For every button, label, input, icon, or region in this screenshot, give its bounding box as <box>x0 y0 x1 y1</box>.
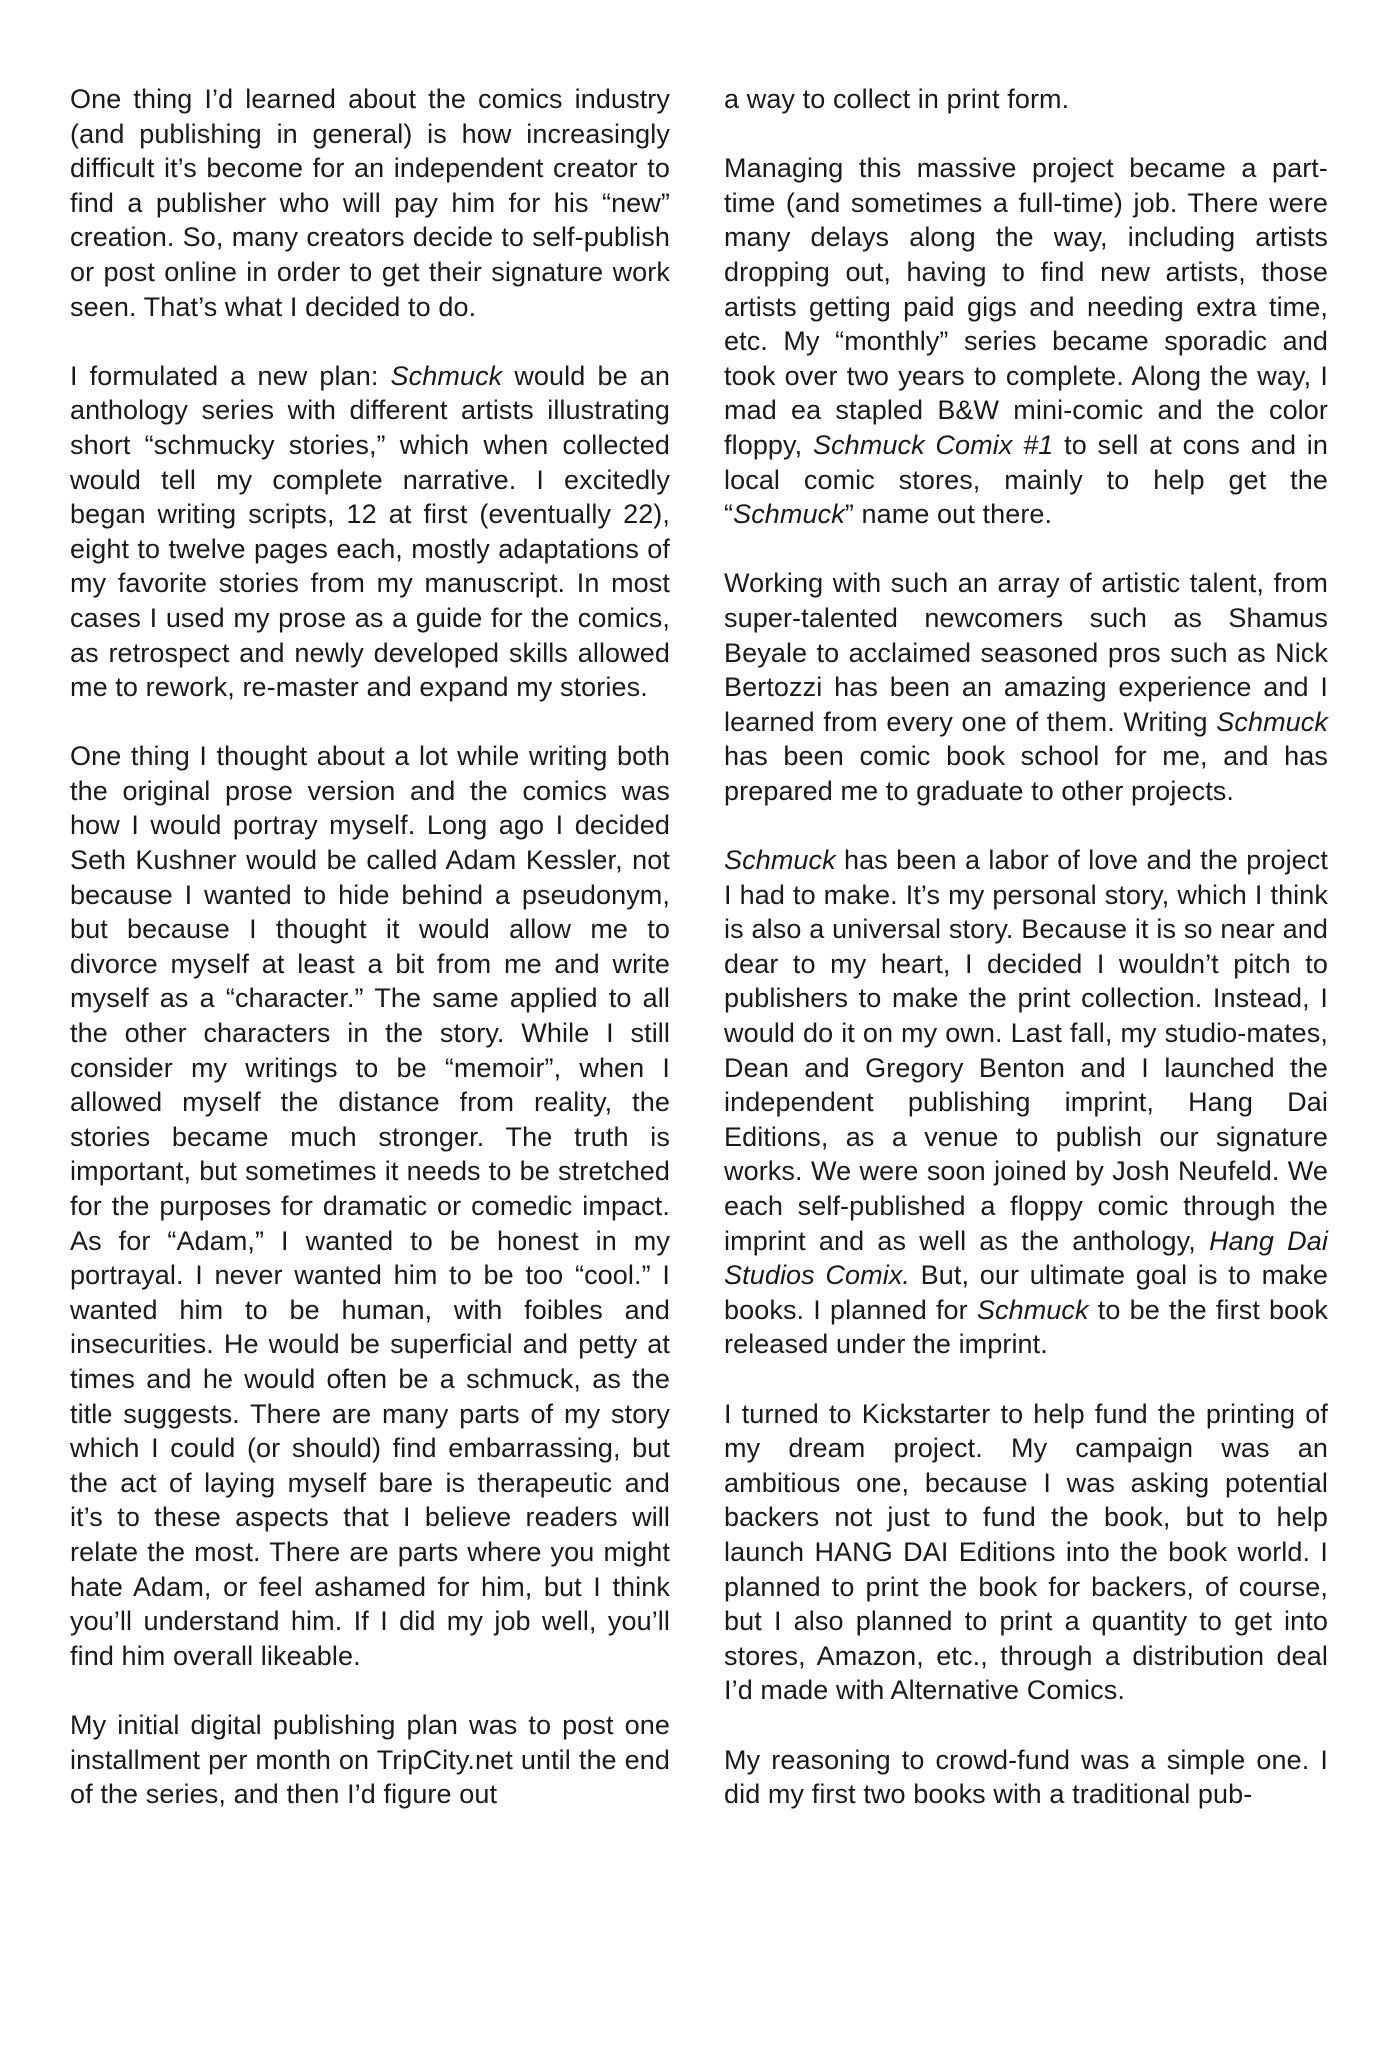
text-segment: would be an anthology series with different artists illustrating short “schmucky stories,” which when collected would tell my complete narrative. I excitedly began writing scripts, 12 at first (eventually 22), eight to twelve pages each, mostly adaptations of my favorite stories from my manuscript. In most cases I used my prose as a guide for the comics, as retrospect and newly developed skills allowed me to rework, re-master and expand my stories. <box>70 360 670 703</box>
paragraph <box>724 843 1328 1362</box>
text-segment: to be the first book released under the imprint. <box>724 1294 1329 1360</box>
text-segment: Managing this massive project became a part-time (and sometimes a full-time) job. There were many delays along the way, including artists dropping out, having to find new artists, those artists getting paid gigs and needing extra time, etc. My “monthly” series became sporadic and took over two years to complete. Along the way, I mad ea stapled B&W mini-comic and the color floppy, <box>724 153 1328 460</box>
text-segment: One thing I’d learned about the comics industry (and publishing in general) is how increasingly difficult it’s become for an independent creator to find a publisher who will pay him for his “new” creation. So, many creators decide to self-publish or post online in order to get their signature work seen. That’s what I decided to do. <box>70 84 670 322</box>
italic-text: Schmuck <box>1216 706 1328 737</box>
italic-text: Hang Dai Studios Comix. <box>724 1225 1328 1291</box>
text-segment: a way to collect in print form. <box>724 84 1070 114</box>
paragraph <box>70 359 670 705</box>
text-segment: But, our ultimate goal is to make books. I planned for <box>724 1260 1329 1325</box>
paragraph <box>724 151 1328 532</box>
italic-text: Schmuck <box>976 1294 1089 1325</box>
text-segment: One thing I thought about a lot while writing both the original prose version and the comics was how I would portray myself. Long ago I decided Seth Kushner would be called Adam Kessler, not because I wanted to hide behind a pseudonym, but because I thought it would allow me to divorce myself at least a bit from me and write myself as a “character.” The same applied to all the other characters in the story. While I still consider my writings to be “memoir”, when I allowed myself the distance from reality, the stories became much stronger. The truth is important, but sometimes it needs to be stretched for the purposes for dramatic or comedic impact. As for “Adam,” I wanted to be honest in my portrayal. I never wanted him to be too “cool.” I wanted him to be human, with foibles and insecurities. He would be superficial and petty at times and he would often be a schmuck, as the title suggests. There are many parts of my story which I could (or should) find embarrassing, but the act of laying myself bare is therapeutic and it’s to these aspects that I believe readers will relate the most. There are parts where you might hate Adam, or feel ashamed for him, but I think you’ll understand him. If I did my job well, you’ll find him overall likeable. <box>70 741 670 1671</box>
italic-text: Schmuck Comix #1 <box>812 429 1054 460</box>
paragraph <box>724 82 1328 117</box>
text-segment: has been a labor of love and the project I had to make. It’s my personal story, which I think is also a universal story. Because it is so near and dear to my heart, I decided I wouldn’t pitch to publishers to make the print collection. Instead, I would do it on my own. Last fall, my studio-mates, Dean and Gregory Benton and I launched the independent publishing imprint, Hang Dai Editions, as a venue to publish our signature works. We were soon joined by Josh Neufeld. We each self-published a floppy comic through the imprint and as well as the anthology, <box>724 845 1328 1256</box>
paragraph <box>70 1708 670 1812</box>
paragraph <box>724 1743 1328 1812</box>
paragraph <box>70 82 670 324</box>
italic-text: Schmuck <box>724 845 836 876</box>
italic-text: Schmuck <box>390 360 503 391</box>
right-column <box>724 82 1328 1812</box>
left-column <box>70 82 670 1812</box>
paragraph <box>724 566 1328 808</box>
paragraph <box>70 739 670 1673</box>
text-segment: My reasoning to crowd-fund was a simple one. I did my first two books with a traditional pub- <box>724 1744 1328 1810</box>
text-segment: I turned to Kickstarter to help fund the printing of my dream project. My campaign was an ambitious one, because I was asking potential backers not just to fund the book, but to help launch HANG DAI Editions into the book world. I planned to print the book for backers, of course, but I also planned to print a quantity to get into stores, Amazon, etc., through a distribution deal I’d made with Alternative Comics. <box>724 1398 1328 1706</box>
text-segment: ” name out there. <box>844 499 1053 530</box>
text-segment: My initial digital publishing plan was to post one installment per month on TripCity.net until the end of the series, and then I’d figure out <box>70 1709 670 1810</box>
text-segment: to sell at cons and in local comic stores, mainly to help get the “ <box>724 429 1329 530</box>
text-segment: Working with such an array of artistic talent, from super-talented newcomers such as Shamus Beyale to acclaimed seasoned pros such as Nick Bertozzi has been an amazing experience and I learned from every one of them. Writing <box>724 568 1328 737</box>
text-segment: I formulated a new plan: <box>70 360 391 391</box>
paragraph <box>724 1397 1328 1708</box>
italic-text: Schmuck <box>733 499 845 530</box>
text-segment: has been comic book school for me, and has prepared me to graduate to other projects. <box>724 741 1328 806</box>
